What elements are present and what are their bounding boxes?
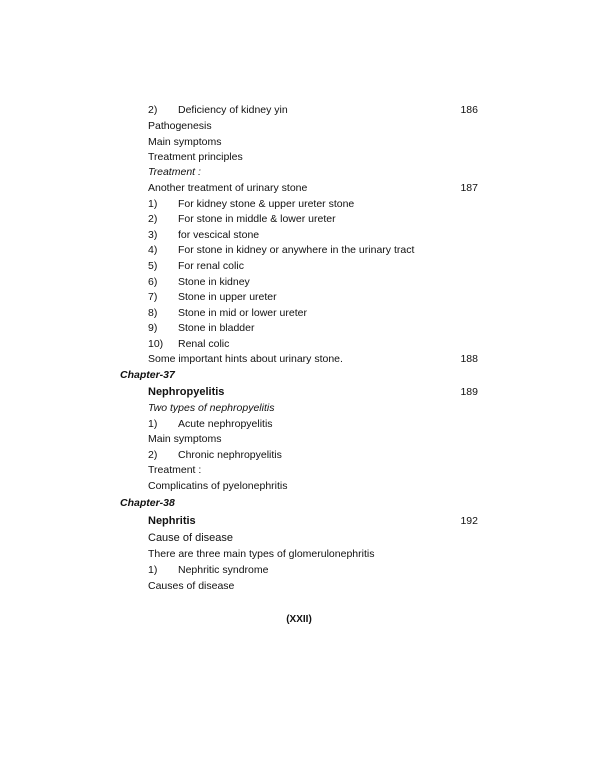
toc-entry bbox=[148, 352, 478, 366]
entry-page-number: 189 bbox=[460, 386, 478, 398]
entry-text: Main symptoms bbox=[148, 433, 222, 445]
entry-text: Pathogenesis bbox=[148, 120, 212, 132]
entry-text: Chronic nephropyelitis bbox=[178, 449, 282, 461]
entry-number: 8) bbox=[148, 307, 158, 319]
entry-page-number: 192 bbox=[460, 515, 478, 527]
toc-entry bbox=[148, 275, 478, 289]
entry-text: for vescical stone bbox=[178, 229, 260, 241]
toc-entry bbox=[148, 514, 478, 528]
entry-text: There are three main types of glomerulonephritis bbox=[148, 548, 375, 560]
entry-text: Two types of nephropyelitis bbox=[148, 402, 275, 414]
toc-entry bbox=[148, 401, 478, 415]
entry-number: 2) bbox=[148, 449, 158, 461]
toc-entry bbox=[148, 306, 478, 320]
entry-number: 2) bbox=[148, 104, 158, 116]
entry-number: 3) bbox=[148, 229, 158, 241]
entry-number: 1) bbox=[148, 564, 158, 576]
entry-text: Deficiency of kidney yin bbox=[178, 104, 288, 116]
entry-text: For stone in middle & lower ureter bbox=[178, 213, 336, 225]
toc-entry bbox=[148, 119, 478, 133]
toc-entry bbox=[148, 181, 478, 195]
entry-number: 1) bbox=[148, 198, 158, 210]
entry-text: Nephritis bbox=[148, 515, 196, 527]
entry-text: Stone in bladder bbox=[178, 322, 255, 334]
chapter-heading: Chapter-37 bbox=[120, 369, 175, 381]
toc-entry bbox=[148, 479, 478, 493]
toc-entry bbox=[148, 165, 478, 179]
toc-entry bbox=[148, 103, 478, 117]
toc-entry bbox=[148, 563, 478, 577]
entry-text: Nephropyelitis bbox=[148, 386, 225, 398]
page-footer-number: (XXII) bbox=[286, 614, 312, 625]
entry-text: Some important hints about urinary stone. bbox=[148, 353, 343, 365]
entry-number: 6) bbox=[148, 276, 158, 288]
toc-entry bbox=[148, 432, 478, 446]
toc-entry bbox=[148, 212, 478, 226]
chapter-heading: Chapter-38 bbox=[120, 497, 175, 509]
toc-entry bbox=[148, 579, 478, 593]
entry-text: Treatment : bbox=[148, 464, 202, 476]
entry-text: Nephritic syndrome bbox=[178, 564, 269, 576]
entry-text: Complicatins of pyelonephritis bbox=[148, 480, 288, 492]
entry-number: 7) bbox=[148, 291, 158, 303]
toc-entry bbox=[148, 448, 478, 462]
toc-entry bbox=[148, 135, 478, 149]
entry-number: 2) bbox=[148, 213, 158, 225]
toc-entry bbox=[148, 197, 478, 211]
entry-number: 5) bbox=[148, 260, 158, 272]
toc-entry bbox=[148, 150, 478, 164]
entry-text: Renal colic bbox=[178, 338, 230, 350]
toc-entry bbox=[148, 321, 478, 335]
entry-number: 4) bbox=[148, 244, 158, 256]
toc-entry bbox=[148, 417, 478, 431]
entry-text: Treatment : bbox=[148, 166, 201, 178]
toc-entry bbox=[148, 531, 478, 545]
entry-text: Stone in mid or lower ureter bbox=[178, 307, 307, 319]
entry-text: Stone in kidney bbox=[178, 276, 250, 288]
entry-text: Cause of disease bbox=[148, 532, 233, 544]
entry-text: For kidney stone & upper ureter stone bbox=[178, 198, 355, 210]
toc-entry bbox=[148, 385, 478, 399]
entry-number: 9) bbox=[148, 322, 158, 334]
toc-entry bbox=[148, 228, 478, 242]
entry-text: For stone in kidney or anywhere in the urinary tract bbox=[178, 244, 415, 256]
entry-text: Main symptoms bbox=[148, 136, 222, 148]
entry-text: Causes of disease bbox=[148, 580, 235, 592]
entry-text: Stone in upper ureter bbox=[178, 291, 277, 303]
entry-number: 10) bbox=[148, 338, 164, 350]
entry-page-number: 186 bbox=[460, 104, 478, 116]
toc-entry bbox=[148, 547, 478, 561]
toc-entry bbox=[148, 290, 478, 304]
entry-text: For renal colic bbox=[178, 260, 244, 272]
entry-text: Acute nephropyelitis bbox=[178, 418, 273, 430]
entry-text: Another treatment of urinary stone bbox=[148, 182, 308, 194]
entry-page-number: 188 bbox=[460, 353, 478, 365]
entry-number: 1) bbox=[148, 418, 158, 430]
toc-entry bbox=[148, 463, 478, 477]
toc-entry bbox=[148, 243, 478, 257]
toc-entry bbox=[148, 259, 478, 273]
toc-entry bbox=[148, 337, 478, 351]
entry-page-number: 187 bbox=[460, 182, 478, 194]
entry-text: Treatment principles bbox=[148, 151, 243, 163]
